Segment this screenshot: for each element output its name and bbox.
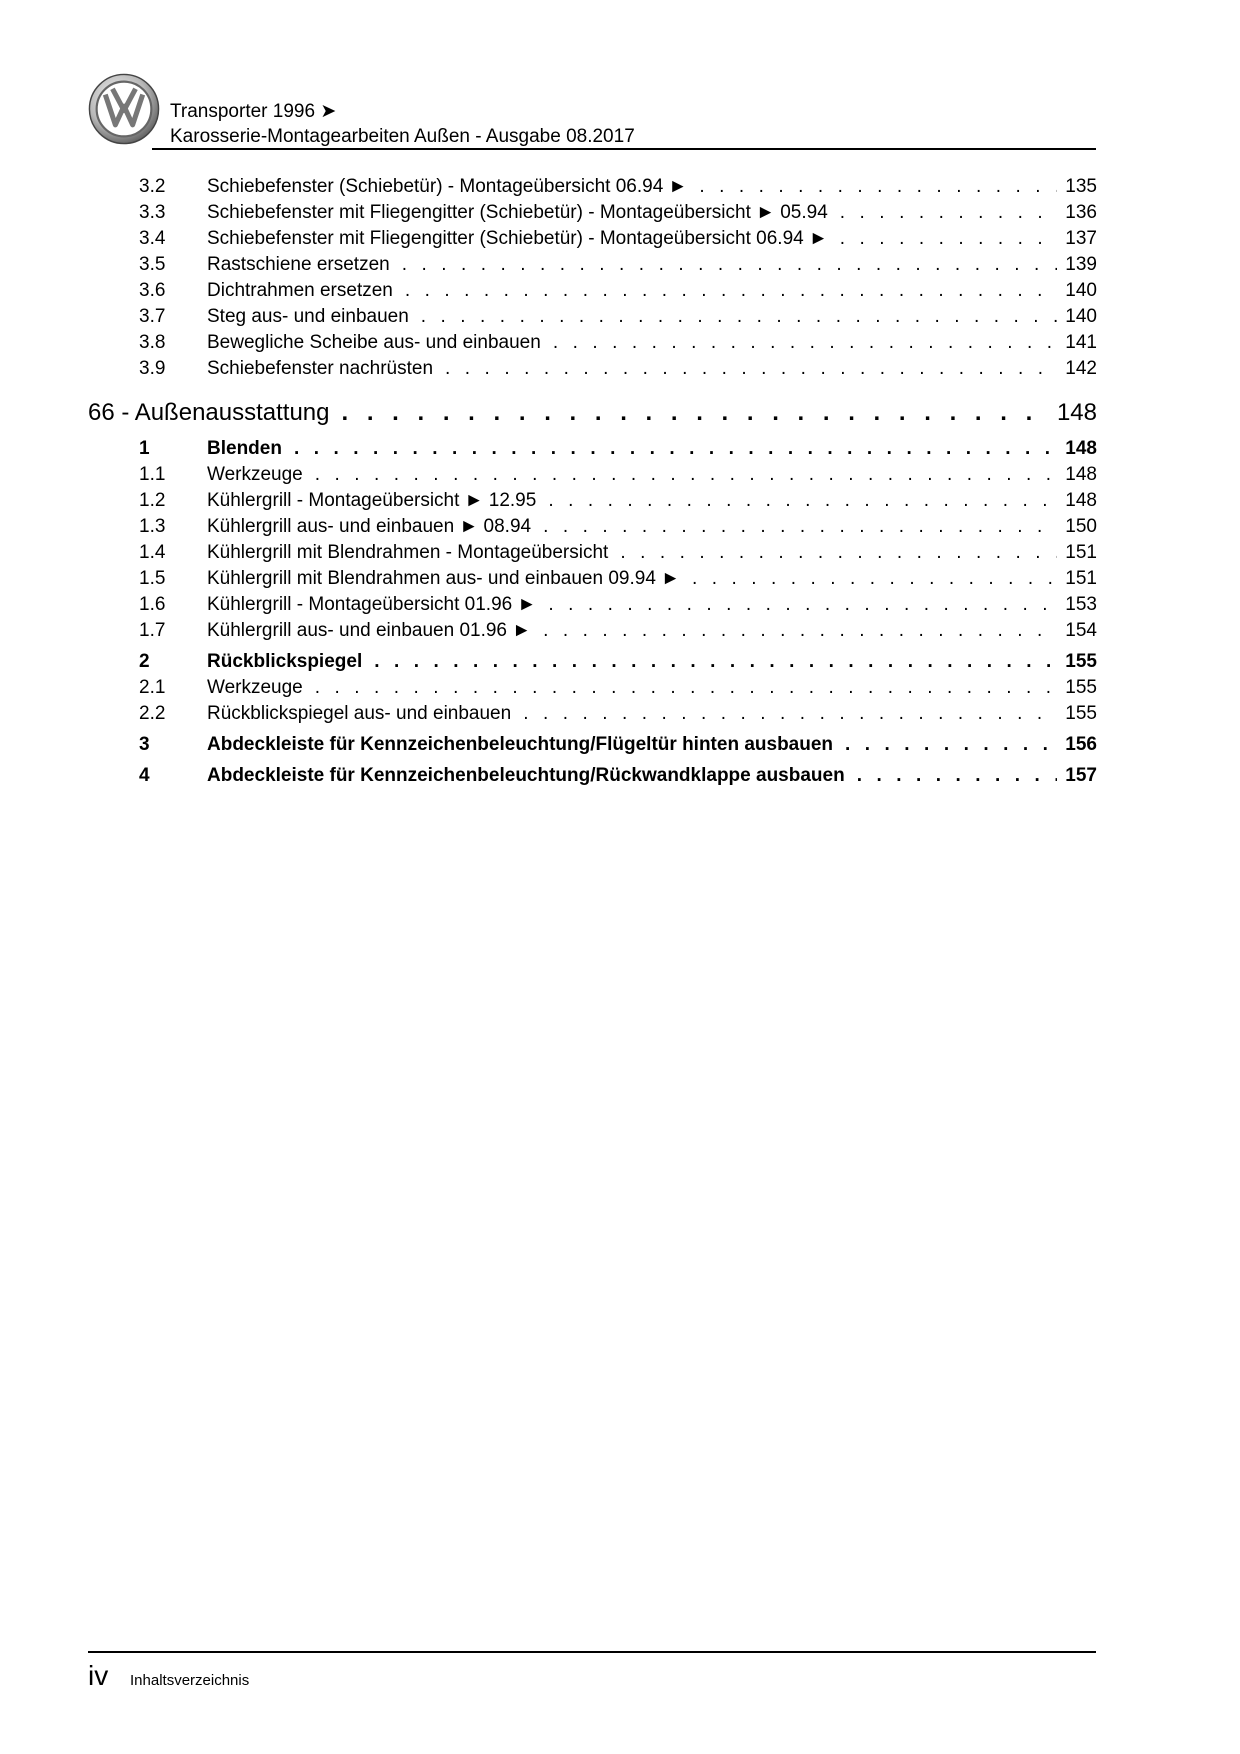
toc-entry[interactable]	[0, 226, 1240, 252]
toc-entry-number: 4	[139, 765, 150, 786]
toc-entry-number: 2	[139, 651, 150, 672]
toc-entry-title: Kühlergrill - Montageübersicht 01.96 ►	[207, 594, 537, 615]
toc-chapter-title: 66 - Außenausstattung	[88, 399, 330, 426]
toc-entry-title: Schiebefenster nachrüsten	[207, 358, 434, 379]
toc-entry-page: 156	[1065, 734, 1097, 755]
footer-page-number: iv	[88, 1660, 109, 1691]
toc-section[interactable]	[0, 436, 1240, 462]
toc-entry[interactable]	[0, 514, 1240, 540]
toc-entry[interactable]	[0, 592, 1240, 618]
toc-entry-number: 3.8	[139, 332, 166, 353]
toc-entry-title: Abdeckleiste für Kennzeichenbeleuchtung/Flügeltür hinten ausbauen	[207, 734, 834, 755]
toc-entry-page: 150	[1065, 516, 1097, 537]
toc-entry[interactable]	[0, 278, 1240, 304]
toc-entry-page: 155	[1065, 677, 1097, 698]
toc-entry-number: 3.4	[139, 228, 166, 249]
toc-entry-title: Kühlergrill aus- und einbauen 01.96 ►	[207, 620, 532, 641]
toc-chapter-page: 148	[1056, 399, 1097, 426]
toc-entry-number: 3.5	[139, 254, 166, 275]
toc-entry-number: 1.2	[139, 490, 166, 511]
toc-entry-title: Schiebefenster mit Fliegengitter (Schiebetür) - Montageübersicht 06.94 ►	[207, 228, 828, 249]
toc-entry-page: 151	[1065, 568, 1097, 589]
toc-entry-page: 135	[1065, 176, 1097, 197]
toc-entry[interactable]	[0, 675, 1240, 701]
toc-entry[interactable]	[0, 252, 1240, 278]
toc-entry[interactable]	[0, 566, 1240, 592]
toc-entry[interactable]	[0, 330, 1240, 356]
toc-entry-page: 155	[1065, 651, 1097, 672]
toc-entry[interactable]	[0, 174, 1240, 200]
toc-entry-title: Rückblickspiegel aus- und einbauen	[207, 703, 512, 724]
toc-entry[interactable]	[0, 200, 1240, 226]
toc-entry-title: Dichtrahmen ersetzen	[207, 280, 393, 301]
toc-entry-number: 2.1	[139, 677, 166, 698]
toc-entry-page: 151	[1065, 542, 1097, 563]
toc-chapter-heading[interactable]	[88, 398, 1097, 428]
toc-entry[interactable]	[0, 304, 1240, 330]
toc-entry-number: 3.7	[139, 306, 166, 327]
toc-entry-number: 1.6	[139, 594, 166, 615]
toc-section[interactable]	[0, 763, 1240, 789]
toc-entry-number: 3.3	[139, 202, 166, 223]
toc-entry[interactable]	[0, 618, 1240, 644]
toc-entry-page: 153	[1065, 594, 1097, 615]
toc-entry-number: 3.9	[139, 358, 166, 379]
toc-entry-page: 136	[1065, 202, 1097, 223]
toc-entry-title: Abdeckleiste für Kennzeichenbeleuchtung/Rückwandklappe ausbauen	[207, 765, 845, 786]
toc-entry-number: 2.2	[139, 703, 166, 724]
toc-entry-title: Kühlergrill - Montageübersicht ► 12.95	[207, 490, 537, 511]
toc-entry-page: 154	[1065, 620, 1097, 641]
toc-entry-title: Schiebefenster mit Fliegengitter (Schiebetür) - Montageübersicht ► 05.94	[207, 202, 828, 223]
toc-entry-page: 148	[1065, 464, 1097, 485]
toc-entry-number: 3.6	[139, 280, 166, 301]
volkswagen-logo-icon	[88, 73, 160, 145]
toc-entry-page: 157	[1065, 765, 1097, 786]
manual-model-title: Transporter 1996 ➤	[170, 101, 337, 122]
toc-entry-title: Kühlergrill mit Blendrahmen - Montageübersicht	[207, 542, 609, 563]
toc-entry-title: Rastschiene ersetzen	[207, 254, 390, 275]
toc-entry-title: Blenden	[207, 438, 282, 459]
manual-subtitle: Karosserie-Montagearbeiten Außen - Ausgabe 08.2017	[170, 126, 635, 147]
toc-entry[interactable]	[0, 356, 1240, 382]
toc-entry-page: 148	[1065, 438, 1097, 459]
toc-entry-page: 141	[1065, 332, 1097, 353]
toc-entry-title: Rückblickspiegel	[207, 651, 363, 672]
toc-entry[interactable]	[0, 462, 1240, 488]
toc-entry-number: 1.3	[139, 516, 166, 537]
toc-entry-number: 1.5	[139, 568, 166, 589]
toc-entry-number: 1	[139, 438, 150, 459]
toc-entry-page: 139	[1065, 254, 1097, 275]
toc-entry-number: 1.1	[139, 464, 166, 485]
toc-entry-number: 3.2	[139, 176, 166, 197]
header-divider	[152, 148, 1096, 150]
toc-entry-page: 140	[1065, 280, 1097, 301]
toc-entry-title: Kühlergrill mit Blendrahmen aus- und einbauen 09.94 ►	[207, 568, 680, 589]
toc-entry-number: 3	[139, 734, 150, 755]
toc-entry-page: 140	[1065, 306, 1097, 327]
toc-entry-title: Bewegliche Scheibe aus- und einbauen	[207, 332, 541, 353]
toc-entry-page: 148	[1065, 490, 1097, 511]
toc-entry-title: Werkzeuge	[207, 677, 303, 698]
toc-entry-title: Steg aus- und einbauen	[207, 306, 409, 327]
toc-section[interactable]	[0, 649, 1240, 675]
toc-entry-number: 1.4	[139, 542, 166, 563]
toc-entry-title: Schiebefenster (Schiebetür) - Montageübersicht 06.94 ►	[207, 176, 688, 197]
toc-entry-page: 155	[1065, 703, 1097, 724]
toc-entry-title: Kühlergrill aus- und einbauen ► 08.94	[207, 516, 532, 537]
toc-entry[interactable]	[0, 701, 1240, 727]
toc-entry[interactable]	[0, 488, 1240, 514]
footer-divider	[88, 1651, 1096, 1653]
toc-entry[interactable]	[0, 540, 1240, 566]
toc-entry-page: 142	[1065, 358, 1097, 379]
toc-section[interactable]	[0, 732, 1240, 758]
toc-entry-title: Werkzeuge	[207, 464, 303, 485]
footer-section-label: Inhaltsverzeichnis	[130, 1672, 250, 1689]
toc-entry-number: 1.7	[139, 620, 166, 641]
toc-entry-page: 137	[1065, 228, 1097, 249]
